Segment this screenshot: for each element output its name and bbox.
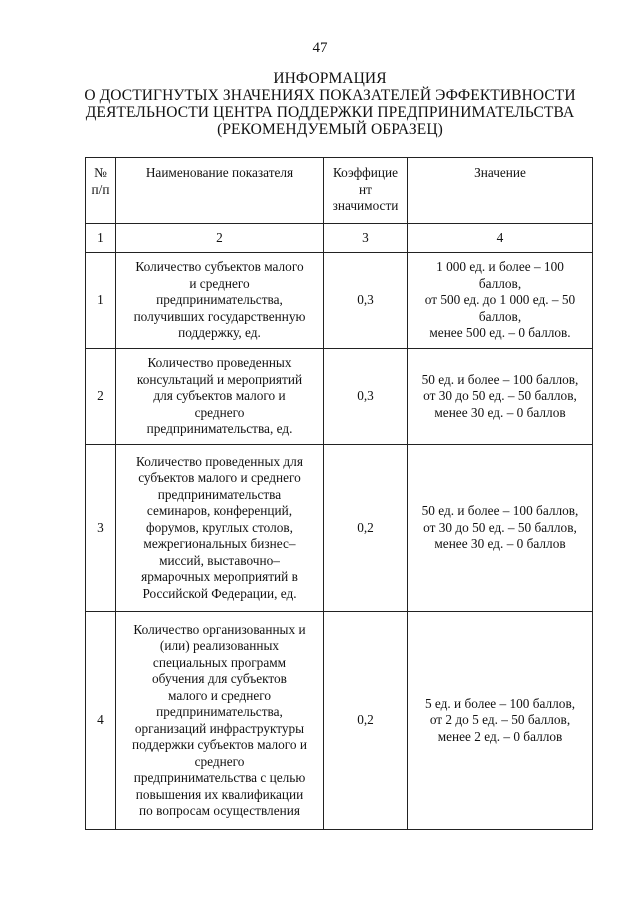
coefficient: 0,3 [324, 349, 408, 445]
page-number: 47 [312, 40, 328, 56]
row-number: 1 [86, 253, 116, 349]
cell-line: малого и среднего [168, 687, 271, 703]
cell-line: Количество проведенных для [136, 453, 303, 469]
cell-line: по вопросам осуществления [139, 803, 300, 818]
cell-line: повышения их квалификации [135, 786, 304, 802]
cell-line: 5 ед. и более – 100 баллов, [424, 695, 576, 711]
coefficient: 0,2 [324, 612, 408, 830]
cell-line: консультаций и мероприятий [136, 371, 303, 387]
cell-line: поддержки субъектов малого и [132, 737, 307, 752]
title-line: О ДОСТИГНУТЫХ ЗНАЧЕНИЯХ ПОКАЗАТЕЛЕЙ ЭФФЕКТИВНОСТИ [84, 87, 576, 104]
cell-line: и среднего [189, 275, 250, 291]
table-row [86, 253, 593, 349]
cell-line: субъектов малого и среднего [138, 470, 301, 486]
row-number: 2 [86, 349, 116, 445]
cell-line: предпринимательства с целью [133, 770, 306, 785]
indicator-value [408, 349, 593, 445]
cell-line: предпринимательства, [156, 292, 283, 308]
indicator-name [116, 349, 324, 445]
header-text: нт [359, 181, 372, 197]
cell-line: от 500 ед. до 1 000 ед. – 50 [424, 292, 576, 308]
cell-line: менее 30 ед. – 0 баллов [434, 536, 566, 552]
cell-line: предпринимательства, [156, 704, 283, 719]
cell-line: менее 2 ед. – 0 баллов [437, 728, 563, 744]
cell-line: 50 ед. и более – 100 баллов, [421, 503, 579, 519]
indicator-value [408, 445, 593, 612]
header-text: п/п [91, 181, 110, 197]
cell-line: Количество организованных и [133, 621, 306, 637]
cell-line: Российской Федерации, ед. [142, 585, 297, 601]
coefficient: 0,2 [324, 445, 408, 612]
header-text: Значение [474, 165, 526, 180]
indicator-name [116, 445, 324, 612]
cell-line: баллов, [478, 275, 522, 291]
cell-line: среднего [194, 753, 245, 769]
cell-line: предпринимательства, ед. [146, 421, 293, 437]
document-title [60, 70, 600, 138]
cell-line: Количество проведенных [147, 355, 292, 371]
header-row [86, 158, 593, 224]
row-number: 3 [86, 445, 116, 612]
title-line: (РЕКОМЕНДУЕМЫЙ ОБРАЗЕЦ) [217, 121, 443, 138]
cell-line: среднего [194, 404, 245, 420]
cell-line: 1 000 ед. и более – 100 [436, 259, 564, 275]
header-indicator-name [116, 158, 324, 224]
title-line: ДЕЯТЕЛЬНОСТИ ЦЕНТРА ПОДДЕРЖКИ ПРЕДПРИНИМАТЕЛЬСТВА [85, 104, 575, 121]
cell-line: менее 30 ед. – 0 баллов [434, 404, 566, 420]
cell-line: для субъектов малого и [153, 388, 286, 404]
cell-line: обучения для субъектов [152, 671, 287, 686]
indicator-value [408, 253, 593, 349]
indicator-name [116, 253, 324, 349]
cell-line: от 30 до 50 ед. – 50 баллов, [423, 388, 577, 404]
cell-line: от 30 до 50 ед. – 50 баллов, [423, 519, 577, 535]
column-number: 2 [116, 224, 324, 253]
cell-line: 50 ед. и более – 100 баллов, [421, 371, 579, 387]
cell-line: поддержку, ед. [178, 325, 261, 341]
column-numbers-row [86, 224, 593, 253]
table-row [86, 612, 593, 830]
cell-line: от 2 до 5 ед. – 50 баллов, [429, 712, 571, 728]
row-number: 4 [86, 612, 116, 830]
table-row [86, 445, 593, 612]
coefficient: 0,3 [324, 253, 408, 349]
cell-line: ярмарочных мероприятий в [141, 569, 298, 585]
cell-line: получивших государственную [133, 308, 306, 324]
cell-line: баллов, [478, 308, 522, 324]
cell-line: миссий, выставочно– [159, 552, 280, 568]
header-value [408, 158, 593, 224]
cell-line: специальных программ [152, 654, 287, 670]
table-row [86, 349, 593, 445]
header-number [86, 158, 116, 224]
header-text: № [94, 165, 107, 180]
indicator-value [408, 612, 593, 830]
cell-line: семинаров, конференций, [146, 503, 293, 519]
column-number: 4 [408, 224, 593, 253]
cell-line: Количество субъектов малого [135, 259, 304, 275]
cell-line: предпринимательства [157, 486, 282, 502]
indicators-table [85, 157, 593, 830]
header-coefficient [324, 158, 408, 224]
cell-line: межрегиональных бизнес– [143, 536, 296, 552]
header-text: Коэффицие [332, 165, 399, 180]
cell-line: (или) реализованных [159, 638, 280, 653]
cell-line: организаций инфраструктуры [134, 720, 305, 736]
cell-line: форумов, круглых столов, [146, 519, 293, 535]
column-number: 1 [86, 224, 116, 253]
cell-line: менее 500 ед. – 0 баллов. [429, 325, 571, 341]
column-number: 3 [324, 224, 408, 253]
header-text: значимости [332, 198, 399, 213]
header-text: Наименование показателя [145, 165, 294, 180]
indicator-name [116, 612, 324, 830]
title-line: ИНФОРМАЦИЯ [273, 70, 387, 87]
